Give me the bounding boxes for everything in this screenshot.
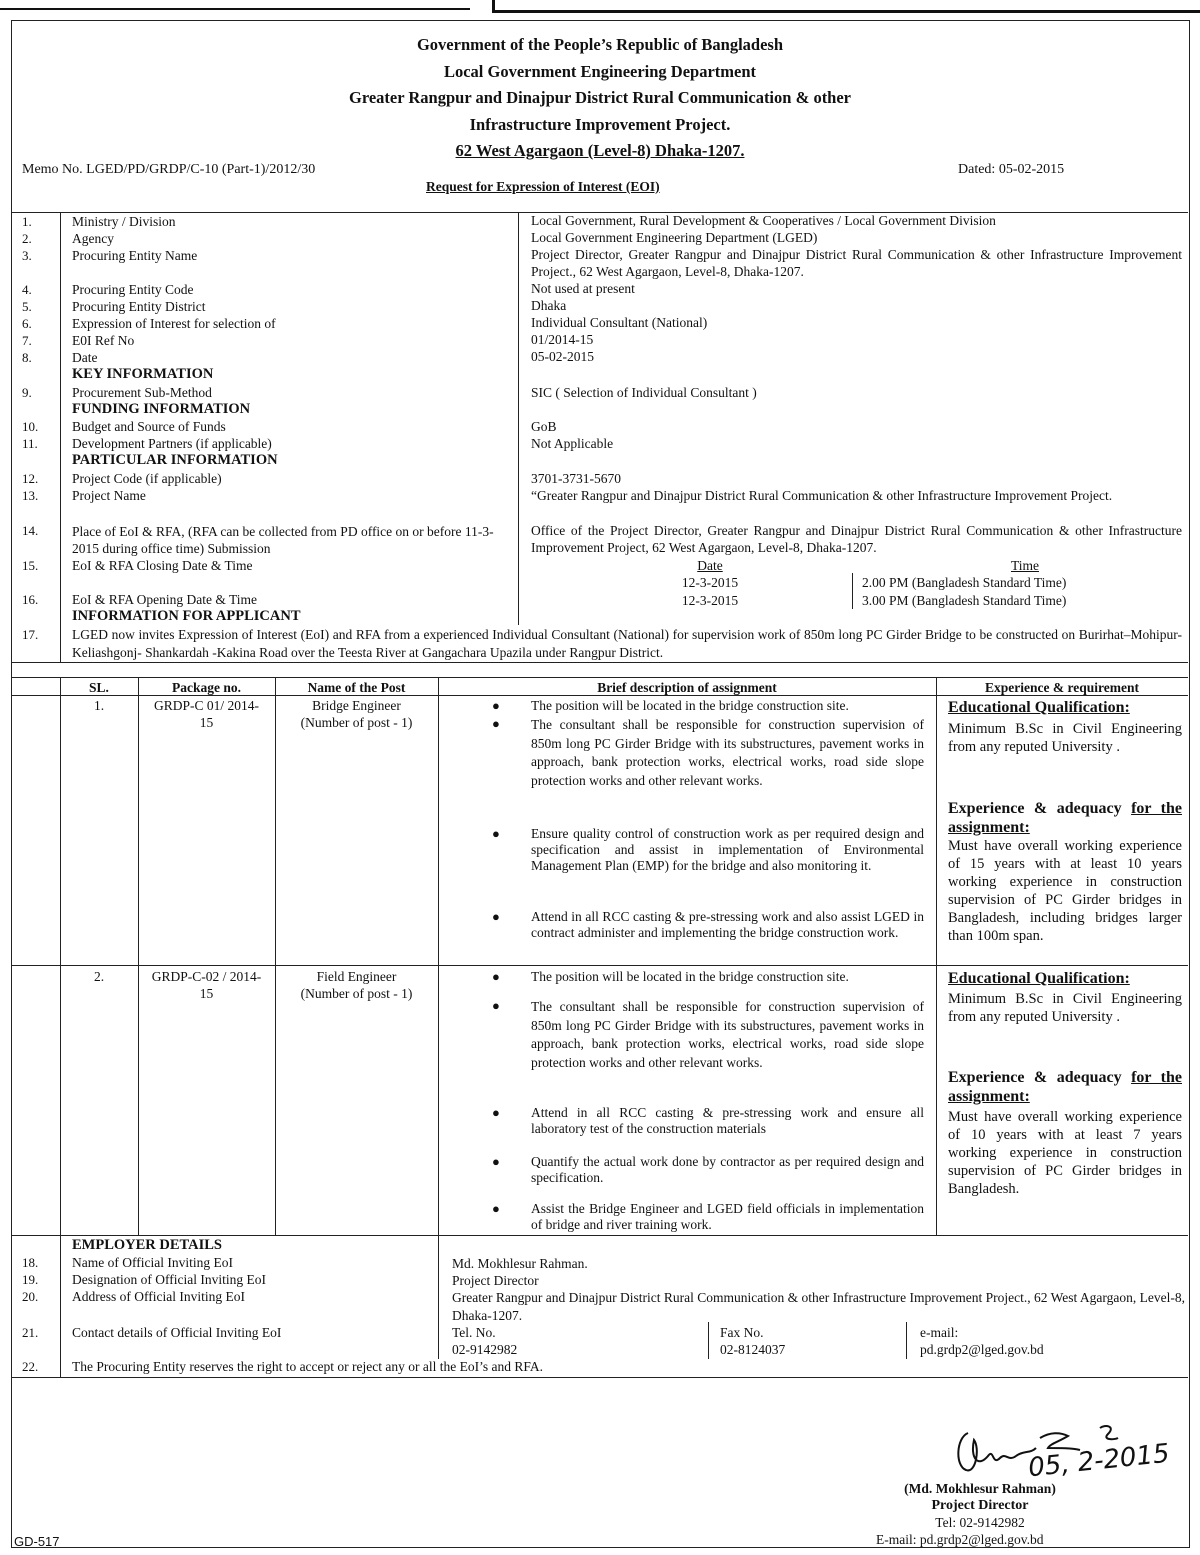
opening-time: 3.00 PM (Bangladesh Standard Time) (862, 593, 1067, 608)
reservation-statement: The Procuring Entity reserves the right to accept or reject any or all the EoI’s and RFA. (72, 1359, 543, 1374)
bullet-icon: ● (492, 1154, 500, 1169)
row-number: 17. (22, 627, 39, 642)
row-number: 20. (22, 1289, 39, 1304)
section-particular-information: PARTICULAR INFORMATION (72, 452, 278, 468)
post-name: Field Engineer (316, 969, 397, 984)
package-number: GRDP-C-02 / 2014-15 (151, 969, 262, 1001)
row-label: Procuring Entity Name (72, 248, 198, 263)
header-description: Brief description of assignment (597, 680, 777, 695)
email-link[interactable]: pd.grdp2@lged.gov.bd (920, 1342, 1044, 1357)
signature-date: 05, 2-2015 (1026, 1438, 1171, 1484)
dated: Dated: 05-02-2015 (958, 162, 1065, 177)
row-label: Name of Official Inviting EoI (72, 1255, 233, 1270)
experience-heading (948, 1068, 1182, 1106)
row-label: Address of Official Inviting EoI (72, 1289, 245, 1304)
bullet-icon: ● (492, 909, 500, 924)
education-requirement: Minimum B.Sc in Civil Engineering from any reputed University . (948, 991, 1182, 1025)
row-number: 9. (22, 385, 32, 400)
assignment-item: The position will be located in the bridge construction site. (531, 969, 849, 984)
row-value: Dhaka (531, 298, 567, 313)
signatory-name: (Md. Mokhlesur Rahman) (904, 1481, 1056, 1496)
email-label: e-mail: (920, 1325, 959, 1340)
bullet-icon: ● (492, 969, 500, 984)
education-heading: Educational Qualification: (948, 699, 1130, 716)
section-key-information: KEY INFORMATION (72, 366, 214, 382)
row-number: 4. (22, 282, 32, 297)
experience-requirement: Must have overall working experience of 15 years with at least 10 years working experience in construction supervision of PC Girder bridges in Bangladesh, including bridges larger than 100m span. (948, 838, 1182, 944)
bullet-icon: ● (492, 1105, 500, 1120)
row-label: Procuring Entity Code (72, 282, 194, 297)
row-label: EoI & RFA Opening Date & Time (72, 592, 258, 607)
closing-time: 2.00 PM (Bangladesh Standard Time) (862, 575, 1067, 590)
bullet-icon: ● (492, 716, 500, 731)
education-heading: Educational Qualification: (948, 970, 1130, 987)
signatory-designation: Project Director (931, 1498, 1029, 1513)
bullet-icon: ● (492, 1201, 500, 1216)
row-value: Not Applicable (531, 436, 614, 451)
row-number: 19. (22, 1272, 39, 1287)
assignment-item: The consultant shall be responsible for construction supervision of 850m long PC Girder Bridge with its substructures, pavement works in approach, bank protection works, electrical works, road side slope protection works and other relevant works. (531, 717, 924, 788)
row-label: Ministry / Division (72, 214, 176, 229)
row-number: 6. (22, 316, 32, 331)
row-label: Budget and Source of Funds (72, 419, 226, 434)
row-label: E0I Ref No (72, 333, 135, 348)
row-number: 11. (22, 436, 38, 451)
date-header: Date (697, 558, 723, 573)
header-post: Name of the Post (307, 680, 406, 695)
row-number: 21. (22, 1325, 39, 1340)
bullet-icon: ● (492, 698, 500, 713)
row-number: 10. (22, 419, 39, 434)
row-value: Project Director, Greater Rangpur and Dinajpur District Rural Communication & other Infrastructure Improvement Project., 62 West Agargaon, Level-8, Dhaka-1207. (531, 247, 1182, 279)
header-line-4: Infrastructure Improvement Project. (469, 114, 731, 134)
time-header: Time (1010, 558, 1039, 573)
row-label: Date (72, 350, 98, 365)
row-number: 15. (22, 558, 39, 573)
row-label: Procuring Entity District (72, 299, 206, 314)
post-count: (Number of post - 1) (300, 986, 413, 1001)
assignment-item: The consultant shall be responsible for construction supervision of 850m long PC Girder Bridge with its substructures, pavement works in approach, bank protection works, electrical works, road side slope protection works and other relevant works. (531, 999, 924, 1070)
package-number: GRDP-C 01/ 2014-15 (153, 698, 259, 730)
fax-label: Fax No. (720, 1325, 764, 1340)
row-number: 8. (22, 350, 32, 365)
row-label: EoI & RFA Closing Date & Time (72, 558, 253, 573)
memo-number: Memo No. LGED/PD/GRDP/C-10 (Part-1)/2012/30 (22, 162, 316, 177)
section-information-for-applicant: INFORMATION FOR APPLICANT (72, 608, 301, 624)
row-number: 3. (22, 248, 32, 263)
experience-requirement: Must have overall working experience of 10 years with at least 7 years working experience in construction supervision of PC Girder bridges in Bangladesh. (948, 1109, 1182, 1197)
signature (930, 1418, 1180, 1488)
post-name: Bridge Engineer (312, 698, 401, 713)
row-number: 1. (22, 214, 32, 229)
header-experience: Experience & requirement (985, 680, 1139, 695)
experience-heading-part1: Experience & adequacy (948, 1069, 1132, 1086)
section-employer-details: EMPLOYER DETAILS (72, 1237, 222, 1253)
row-number: 18. (22, 1255, 39, 1270)
row-value: 01/2014-15 (531, 332, 594, 347)
row-number: 2. (22, 231, 32, 246)
post-count: (Number of post - 1) (300, 715, 413, 730)
signatory-tel: Tel: 02-9142982 (935, 1515, 1025, 1530)
row-label: Project Code (if applicable) (72, 471, 222, 486)
eoi-title: Request for Expression of Interest (EOI) (426, 179, 660, 194)
assignment-item: Ensure quality control of construction work as per required design and specification and assist in implementation of Environmental Management Plan (EMP) for the bridge and also monitoring it. (531, 826, 924, 873)
assignment-item: The position will be located in the bridge construction site. (531, 698, 849, 713)
education-requirement: Minimum B.Sc in Civil Engineering from any reputed University . (948, 721, 1182, 755)
fax-number: 02-8124037 (720, 1342, 786, 1357)
row-number: 22. (22, 1359, 39, 1374)
row-value: GoB (531, 419, 557, 434)
assignment-item: Assist the Bridge Engineer and LGED field officials in implementation of bridge and river training work. (531, 1201, 924, 1232)
signatory-email: E-mail: pd.grdp2@lged.gov.bd (876, 1532, 1044, 1547)
row-number: 12. (22, 471, 39, 486)
row-value: 3701-3731-5670 (531, 471, 621, 486)
row-label: Project Name (72, 488, 146, 503)
row-label: Place of EoI & RFA, (RFA can be collected from PD office on or before 11-3-2015 during office time) Submission (72, 524, 494, 556)
row-number: 16. (22, 592, 39, 607)
row-value: Office of the Project Director, Greater Rangpur and Dinajpur District Rural Communication & other Infrastructure Improvement Project, 62 West Agargaon, Level-8, Dhaka-1207. (531, 523, 1182, 555)
experience-heading (948, 799, 1182, 837)
header-line-1: Government of the People’s Republic of Bangladesh (416, 35, 784, 54)
experience-heading-part2: for the assignment: (948, 800, 1182, 836)
assignment-item: Quantify the actual work done by contractor as per required design and specification. (531, 1154, 924, 1185)
bullet-icon: ● (492, 998, 500, 1013)
row-number: 5. (22, 299, 32, 314)
row-value: Local Government Engineering Department (LGED) (531, 230, 818, 245)
row-number: 13. (22, 488, 39, 503)
sl-number: 2. (93, 969, 105, 984)
header-line-3: Greater Rangpur and Dinajpur District Rural Communication & other (348, 88, 852, 107)
footer-code: GD-517 (14, 1534, 60, 1549)
header-block (0, 32, 1200, 165)
header-line-2: Local Government Engineering Department (443, 61, 757, 81)
row-label: Agency (72, 231, 114, 246)
row-value: Not used at present (531, 281, 635, 296)
official-name: Md. Mokhlesur Rahman. (452, 1256, 588, 1271)
row-label: Contact details of Official Inviting EoI (72, 1325, 282, 1340)
header-address: 62 West Agargaon (Level-8) Dhaka-1207. (455, 141, 745, 160)
closing-date: 12-3-2015 (681, 575, 739, 590)
tel-label: Tel. No. (452, 1325, 496, 1340)
row-label: Designation of Official Inviting EoI (72, 1272, 266, 1287)
row-label: Expression of Interest for selection of (72, 316, 276, 331)
header-sl: SL. (89, 680, 109, 695)
row-value: Local Government, Rural Development & Cooperatives / Local Government Division (531, 213, 996, 228)
row-value: “Greater Rangpur and Dinajpur District Rural Communication & other Infrastructure Improvement Project. (531, 488, 1113, 503)
opening-date: 12-3-2015 (681, 593, 739, 608)
section-funding-information: FUNDING INFORMATION (72, 401, 251, 417)
row-number: 7. (22, 333, 32, 348)
row-label: Development Partners (if applicable) (72, 436, 272, 451)
applicant-information: LGED now invites Expression of Interest (EoI) and RFA from a experienced Individual Consultant (National) for supervision work of 850m long PC Girder Bridge to be constructed on Burirhat–Mohipur-Keliashgonj- Shankardah -Kakina Road over the Teesta River at Gangachara Upazila under Rangpur District. (72, 627, 1182, 660)
experience-heading-part2: for the assignment: (948, 1069, 1182, 1105)
assignment-item: Attend in all RCC casting & pre-stressing work and also assist LGED in contract administer and implementing the bridge construction work. (531, 909, 924, 940)
assignment-item: Attend in all RCC casting & pre-stressing work and ensure all laboratory test of the construction materials (531, 1105, 924, 1136)
row-number: 14. (22, 523, 39, 538)
official-designation: Project Director (452, 1273, 539, 1288)
header-package: Package no. (172, 680, 241, 695)
row-value: Individual Consultant (National) (531, 315, 708, 330)
row-value: SIC ( Selection of Individual Consultant ) (531, 385, 757, 400)
bullet-icon: ● (492, 826, 500, 841)
experience-heading-part1: Experience & adequacy (948, 800, 1132, 817)
row-label: Procurement Sub-Method (72, 385, 212, 400)
tel-number: 02-9142982 (452, 1342, 518, 1357)
row-value: 05-02-2015 (531, 349, 594, 364)
sl-number: 1. (93, 698, 105, 713)
official-address: Greater Rangpur and Dinajpur District Rural Communication & other Infrastructure Improvement Project., 62 West Agargaon, Level-8, Dhaka-1207. (452, 1290, 1185, 1323)
